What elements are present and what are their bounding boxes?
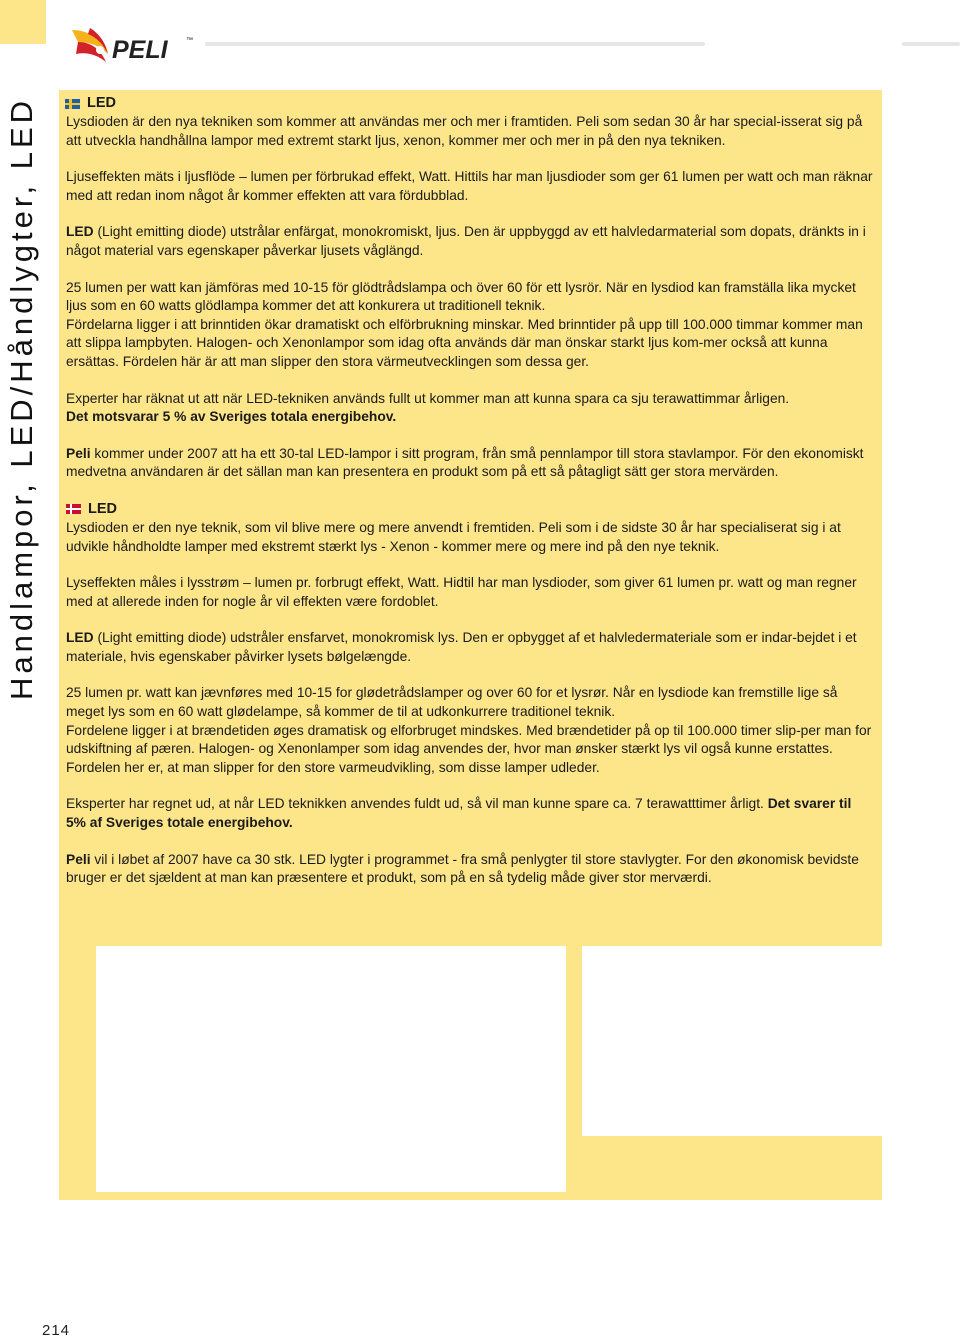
danish-flag-icon (66, 504, 81, 514)
peli-logo (70, 24, 200, 72)
sv-paragraph-1: Lysdioden är den nya tekniken som kommer att användas mer och mer i framtiden. Peli som sedan 30 år har special-isserat sig på att utveckla handhållna lampor med extremt starkt ljus, xenon, kommer mer och mer in på den nya tekniken. (66, 114, 863, 148)
heading-text: LED (88, 500, 117, 517)
logo-wordmark: PELI (112, 36, 168, 64)
dk-paragraph-2: Lyseffekten måles i lysstrøm – lumen pr. forbrugt effekt, Watt. Hidtil har man lysdioder, som giver 61 lumen pr. watt og man regner med at allerede inden for nogle år vil effekten være fordoblet. (66, 575, 857, 609)
header-rule (205, 42, 705, 46)
sv-paragraph-3-text: (Light emitting diode) utstrålar enfärgat, monokromiskt, ljus. Den är uppbyggd av ett halvledarmaterial som dopats, dränkts in i något material vars egenskaper påverkar ljusets våglängd. (66, 224, 866, 258)
dk-paragraph-6-text: vil i løbet af 2007 have ca 30 stk. LED lygter i programmet - fra små penlygter til store stavlygter. For den økonomisk bevidste bruger er det sjældent at man kan præsentere et produkt, som på en så tydelig måde giver stor merværdi. (66, 851, 859, 886)
sv-peli-bold: Peli (66, 445, 91, 461)
content-panel (59, 90, 882, 1200)
dk-paragraph-3 (66, 629, 874, 666)
page-number: 214 (42, 1322, 71, 1339)
dk-led-bold: LED (66, 630, 94, 646)
product-image-placeholder-left (96, 946, 566, 1192)
product-image-placeholder-right (582, 946, 882, 1136)
sv-paragraph-4b: Fördelarna ligger i att brinntiden ökar dramatiskt och elförbrukning minskar. Med brinntider på upp till 100.000 timmar kommer man att slippa lampbyten. Halogen- och Xenonlampor som idag ofta används där man önskar starkt ljus kom-mer också att kunna ersättas. Fördelen här är att man slipper den stora värmeutvecklingen som dessa ger. (66, 316, 863, 369)
dk-paragraph-6 (66, 851, 874, 888)
dk-paragraph-5 (66, 795, 874, 832)
sv-paragraph-5-text: Experter har räknat ut att när LED-tekniken används fullt ut kommer man att kunna spara ca sju terawattimmar årligen. (66, 390, 790, 406)
section-heading-swedish (65, 94, 874, 113)
dk-paragraph-5-bold: Det svarer til 5% af Sveriges totale energibehov. (66, 796, 852, 831)
sv-paragraph-5-bold: Det motsvarar 5 % av Sveriges totala energibehov. (66, 409, 397, 425)
corner-tab (0, 0, 46, 44)
dk-paragraph-1: Lysdioden er den nye teknik, som vil blive mere og mere anvendt i fremtiden. Peli som i de sidste 30 år har specialiserat sig i at udvikle håndholdte lamper med ekstremt stærkt lys - Xenon - kommer mere og mere ind på den nye teknik. (66, 519, 841, 554)
dk-paragraph-3-text: (Light emitting diode) udstråler ensfarvet, monokromisk lys. Den er opbygget af et halvledermateriale som er indar-bejdet i et materiale, hvis egenskaber påvirker lysets bølgelængde. (66, 630, 857, 664)
sv-led-bold: LED (66, 224, 94, 240)
sv-paragraph-4a: 25 lumen per watt kan jämföras med 10-15 för glödtrådslampa och över 60 för ett lysrör. När en lysdiod kan framställa lika mycket ljus som en 60 watts glödlampa kommer det att konkurera ut traditionell teknik. (66, 279, 856, 314)
sv-paragraph-2: Ljuseffekten mäts i ljusflöde – lumen per förbrukad effekt, Watt. Hittils har man ljusdioder som ger 61 lumen per watt och man räknar med att redan inom något år kommer effekten att vara fördubblad. (66, 169, 873, 203)
article-body (66, 94, 874, 906)
dk-paragraph-4b: Fordelene ligger i at brændetiden øges dramatisk og elforbruget mindskes. Med brændetider på op til 100.000 timer slip-per man for udskiftning af pæren. Halogen- og Xenonlamper som idag anvendes der, hvor man ønsker stærkt lys vil også kunne erstattes. Fordelen her er, at man slipper for den store varmeudvikling, som disse lamper udleder. (66, 722, 872, 775)
logo-trademark: ™ (186, 37, 193, 44)
side-title: Handlampor, LED/Håndlygter, LED (4, 96, 39, 700)
dk-paragraph-4a: 25 lumen pr. watt kan jævnføres med 10-15 for glødetrådslamper og over 60 for et lysrør. Når en lysdiode kan fremstille lige så meget lys som en 60 watt glødelampe, så kommer de til at udkonkurrere traditionel teknik. (66, 685, 838, 720)
sv-paragraph-3 (66, 223, 874, 260)
sv-paragraph-6-text: kommer under 2007 att ha ett 30-tal LED-lampor i sitt program, från små pennlampor till stora stavlampor. För den ekonomiskt medvetna användaren är det sällan man kan presentera en produkt som på ett så påtagligt sätt ger stora mervärden. (66, 445, 864, 480)
sv-paragraph-6 (66, 445, 874, 482)
header-rule-right (902, 42, 960, 46)
section-heading-danish (66, 500, 874, 519)
swedish-flag-icon (65, 99, 80, 109)
sv-paragraph-5 (66, 390, 874, 427)
dk-peli-bold: Peli (66, 851, 91, 867)
dk-paragraph-5-text: Eksperter har regnet ud, at når LED teknikken anvendes fuldt ud, så vil man kunne spare ca. 7 terawatttimer årligt. (66, 796, 768, 812)
heading-text: LED (87, 95, 116, 111)
